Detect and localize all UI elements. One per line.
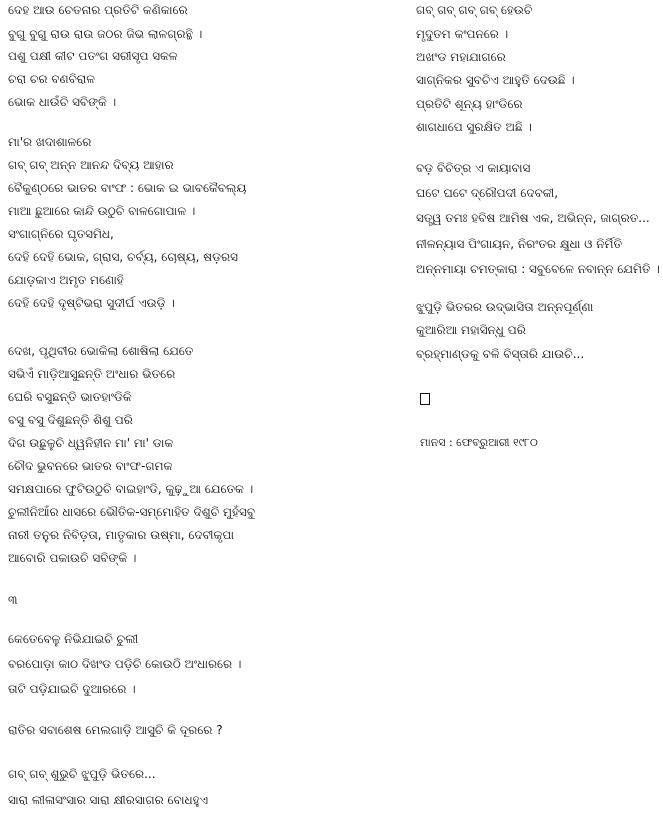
poem-line: ବ୍ରହ୍ମାଣ୍ଡକୁ ବଳି ବିସ୍ତାରି ଯାଉଚି... xyxy=(416,347,585,361)
end-mark-square-icon xyxy=(420,393,430,405)
poem-line: ଚୁଲୀନିଆଁର ଧାସରେ ଭୌତିକ-ସମ୍ମୋହିତ ଦିଶୁଚି ମୁହଁସବୁ xyxy=(8,505,256,519)
poem-line: ସାରା ଲୀଳାସଂସାର ସାରା କ୍ଷୀରସାଗର ବୋଧହୁଏ xyxy=(8,793,209,807)
poem-line: ଘେରି ବସୁଛନ୍ତି ଭାତହାଂଡିକି xyxy=(8,390,132,404)
poem-line: ମୃଦୁତମ କଂପନରେ । xyxy=(416,27,509,41)
poem-line: ସଂଗାଗ୍ନିରେ ଘୃତସମିଧ, xyxy=(8,227,114,241)
poem-line: ଦେଖ, ପୃଥିବୀର ଭୋକିଲା ଶୋଷିଲା ଯେତେ xyxy=(8,344,194,358)
poem-line: ନୀଳନ୍ୟାସ ପିଂଗାୟନ, ନିରଂତର କ୍ଷୁଧା ଓ ନିର୍ମିତି xyxy=(416,237,623,251)
poem-line: କେତେବେଳୁ ନିଭିଯାଇଚି ଚୁଲୀ xyxy=(8,632,139,646)
poem-line: ସତ୍ତ୍ୱ ତମଃ ହବିଷ ଆମିଷ ଏକ, ଅଭିନ୍ନ, ଜାଗ୍ରତ... xyxy=(416,211,650,225)
poem-line: ମାଆ ଛୁଆରେ କାନ୍ଦି ଉଠୁଚି ବାଳଗୋପାଳ । xyxy=(8,204,196,218)
poem-line: ଗବ୍ ଗବ୍ ଅନ୍ନ ଆନନ୍ଦ ଦିବ୍ୟ ଆହାର xyxy=(8,158,174,172)
poem-line: ଚୌଦ ଭୁବନରେ ଭାତର ବାଂଫ-ଗମକ xyxy=(8,459,173,473)
poem-line: ବୈକୁଣ୍ଠରେ ଭାତର ବାଂଫ : ଭୋକ ଇ ଭାବକୈବଲ୍ୟ xyxy=(8,181,247,195)
poem-line: ବଡ଼ ବିଚିତ୍ର ଏ କାୟାବାସ xyxy=(416,161,531,175)
section-number: ୩ xyxy=(8,593,18,607)
poem-line: ସାଗ୍ନିକର ସୁବଚିଏ ଆହୁତି ଦେଉଛି । xyxy=(416,73,575,87)
poem-line: ବସୁ ବସୁ ଦିଶୁଛନ୍ତି ଶିଶୁ ପରି xyxy=(8,413,133,427)
poem-line: ନାରୀ ତନୁର ନିବିଡ଼ତା, ମାତୃକାର ଉଷ୍ମା, ଦେବୀକୃପା xyxy=(8,528,235,542)
poem-line: ଗବ୍ ଗବ୍ ଗବ୍ ଗବ୍ ହେଉଚି xyxy=(416,3,533,17)
poem-line: ପ୍ରତିଟି ଶୂନ୍ୟ ହାଂଡିରେ xyxy=(416,97,523,111)
poem-line: ଦେହି ଦେହି ଦୃଷ୍ଟିଭରା ସୁଦୀର୍ଘ ଏଉଡ଼ି । xyxy=(8,296,175,310)
poem-line: ଗବ୍ ଗବ୍ ଶୁଭୁଚି ଝୁପୁଡ଼ି ଭିତରେ... xyxy=(8,767,156,781)
poem-line: ଝୁପୁଡ଼ି ଭିତରର ଉଦ୍ଭାସିତା ଅନ୍ନପୂର୍ଣ୍ଣା xyxy=(416,300,594,314)
poem-line: ପଶୁ ପକ୍ଷୀ କୀଟ ପତଂଗ ସରୀସୃପ ସକଳ xyxy=(8,49,178,63)
poem-line: ଚରା ଚର ବଣବିରାଳ xyxy=(8,72,95,86)
poem-line: କୁଆରିଆ ମହାସିନ୍ଧୁ ପରି xyxy=(416,323,526,337)
poem-line: ତାଟି ପଡ଼ିଯାଇଚି ଦୁଆରରେ । xyxy=(8,682,136,696)
poem-line: ଅଖଂଡ ମହାଯାଗରେ xyxy=(416,50,506,64)
poem-line: ଦେହି ଦେହି ଭୋକ, ଗ୍ରାସ, ଚର୍ବ୍ୟ, ଚୋଷ୍ୟ, ଷଡ଼ରସ xyxy=(8,250,238,264)
poem-line: ସଭିଏଁ ମାଡ଼ିଆସୁଛନ୍ତି ଅଂଧାର ଭିତରେ xyxy=(8,367,176,381)
poem-line: ବରପୋଡ଼ା କାଠ ଦିଖଂଡ ପଡ଼ିଚି କୋଉଠି ଅଂଧାରରେ । xyxy=(8,657,242,671)
poem-line: ମା'ର ଖଦାଶାଳରେ xyxy=(8,135,92,149)
poem-line: ଘଟେ ଘଟେ ଦ୍ରୌପଦୀ ଦେବକୀ, xyxy=(416,186,559,200)
poem-line: ଦିଗ ଉଛୁଳୁଚି ଧ୍ୱନିହୀନ ମା' ମା' ଡାକ xyxy=(8,436,174,450)
poem-line: ଯୋଡ଼କାଏ ଅମୃତ ମଣୋହି xyxy=(8,273,124,287)
poem-line: ଶାଗଧାପେ ସୁରକ୍ଷିତ ଅଛି । xyxy=(416,120,532,134)
poem-line: ଆବୋରି ପକାଉଚି ସବିଙ୍କି । xyxy=(8,551,137,565)
poem-line: ଦେହ ଆଉ ଚେତନାର ପ୍ରତିଟି କଣିକାରେ xyxy=(8,3,188,17)
poem-line: ଅନ୍ନମାୟା ଚମତ୍କାରା : ସବୁବେଳେ ନବାନ୍ନ ଯେମିତି । xyxy=(416,262,660,276)
poem-line: ଭୋକ ଧାଉଁଚି ସବିଙ୍କି । xyxy=(8,95,117,109)
poem-line: ବୁଗୁ ବୁଗୁ ରାଉ ରାଉ ଜଠର ଜିଭ ଲାଳଗ୍ରନ୍ଥି । xyxy=(8,27,203,41)
poem-line: ରାତିର ସବାଶେଷ ମେଲଗାଡ଼ି ଆସୁଚି କି ଦୂରରେ ? xyxy=(8,723,223,737)
publication-note: ମାନସ : ଫେବ୍ରୁଆରୀ ୧୯୮୦ xyxy=(420,436,538,449)
poem-line: ସମକ୍ଷପାରେ ଫୁଟିଉଠୁଚି ବାଇହାଂଡି, କୁଢ଼ୁଆ ଯେତେକ । xyxy=(8,482,254,496)
